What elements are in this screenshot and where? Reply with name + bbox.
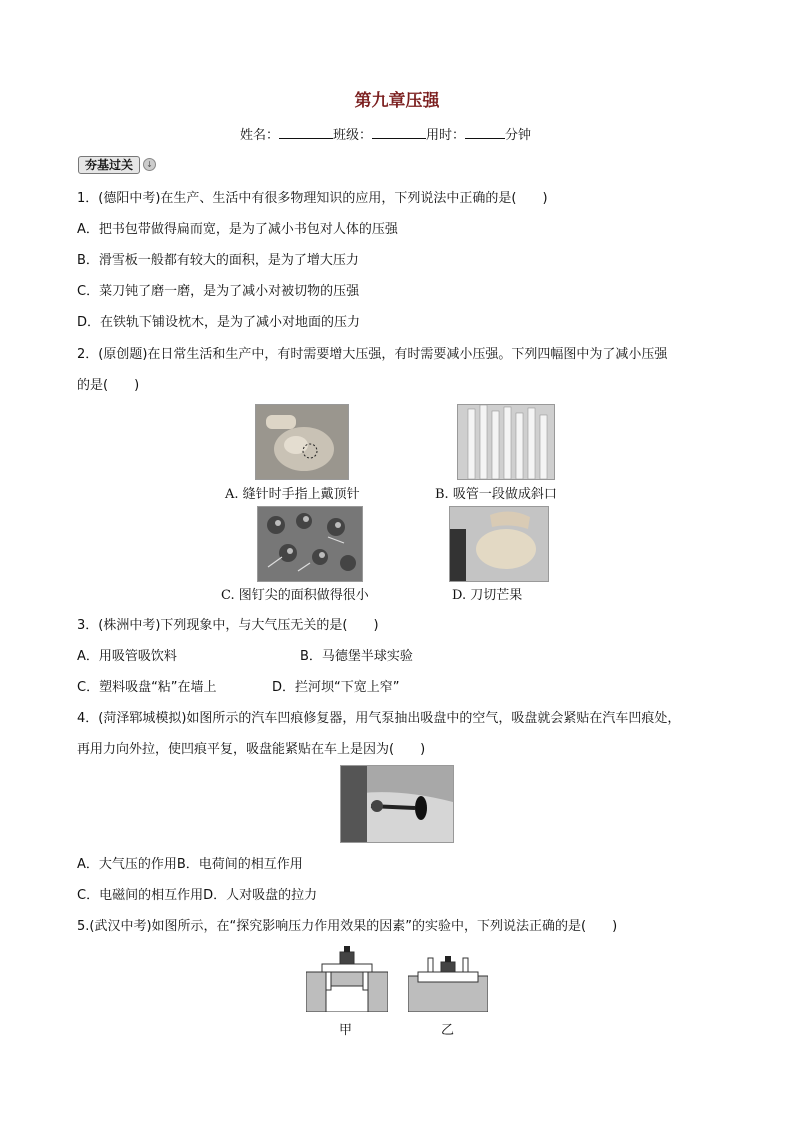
minute-unit: 分钟 [505,128,532,143]
experiment-yi-figure [408,946,488,1012]
q2-caption-d: D. 刀切芒果 [452,588,523,603]
experiment-jia-figure [306,946,388,1012]
q3-option-b: B．马德堡半球实验 [300,649,413,664]
class-label: 班级： [333,128,373,143]
q5-stem: 5.(武汉中考)如图所示，在“探究影响压力作用效果的因素”的实验中，下列说法正确的是( ) [77,919,618,934]
dent-repair-photo [340,765,454,843]
thumbtacks-photo [257,506,363,582]
q2-caption-b: B. 吸管一段做成斜口 [435,487,557,502]
section-badge: 夯基过关 [78,156,140,174]
q3-option-d: D．拦河坝“下宽上窄” [272,680,400,695]
student-info-line [240,124,531,143]
q4-stem-line1: 4．(菏泽郓城模拟)如图所示的汽车凹痕修复器，用气泵抽出吸盘中的空气，吸盘就会紧贴在汽车凹痕处， [77,711,681,726]
q3-option-a: A．用吸管吸饮料 [77,649,177,664]
class-blank [372,126,426,139]
name-label: 姓名： [240,128,280,143]
q3-stem: 3．(株洲中考)下列现象中，与大气压无关的是( ) [77,618,379,633]
mango-photo [449,506,549,582]
q1-option-d: D．在铁轨下铺设枕木，是为了减小对地面的压力 [77,315,361,330]
q1-option-b: B．滑雪板一般都有较大的面积，是为了增大压力 [77,253,359,268]
q4-options-cd: C．电磁间的相互作用D．人对吸盘的拉力 [77,888,318,903]
time-label: 用时： [426,128,466,143]
q5-label-yi: 乙 [441,1023,455,1038]
name-blank [279,126,333,139]
page-title: 第九章压强 [354,91,440,111]
q2-stem-line1: 2．(原创题)在日常生活和生产中，有时需要增大压强，有时需要减小压强。下列四幅图中为了减小压强 [77,347,668,362]
time-blank [465,126,505,139]
q1-option-c: C．菜刀钝了磨一磨，是为了减小对被切物的压强 [77,284,360,299]
q5-label-jia: 甲 [339,1023,353,1038]
thimble-photo [255,404,349,480]
q1-stem: 1．(德阳中考)在生产、生活中有很多物理知识的应用，下列说法中正确的是( ) [77,191,548,206]
q4-options-ab: A．大气压的作用B．电荷间的相互作用 [77,857,303,872]
q3-option-c: C．塑料吸盘“粘”在墙上 [77,680,217,695]
q2-caption-a: A. 缝针时手指上戴顶针 [225,487,360,502]
badge-arrow-icon: ↓ [143,158,156,171]
q4-stem-line2: 再用力向外拉，使凹痕平复，吸盘能紧贴在车上是因为( ) [77,742,426,757]
q2-caption-c: C. 图钉尖的面积做得很小 [221,588,369,603]
straws-photo [457,404,555,480]
q2-stem-line2: 的是( ) [77,378,140,393]
q1-option-a: A．把书包带做得扁而宽，是为了减小书包对人体的压强 [77,222,398,237]
